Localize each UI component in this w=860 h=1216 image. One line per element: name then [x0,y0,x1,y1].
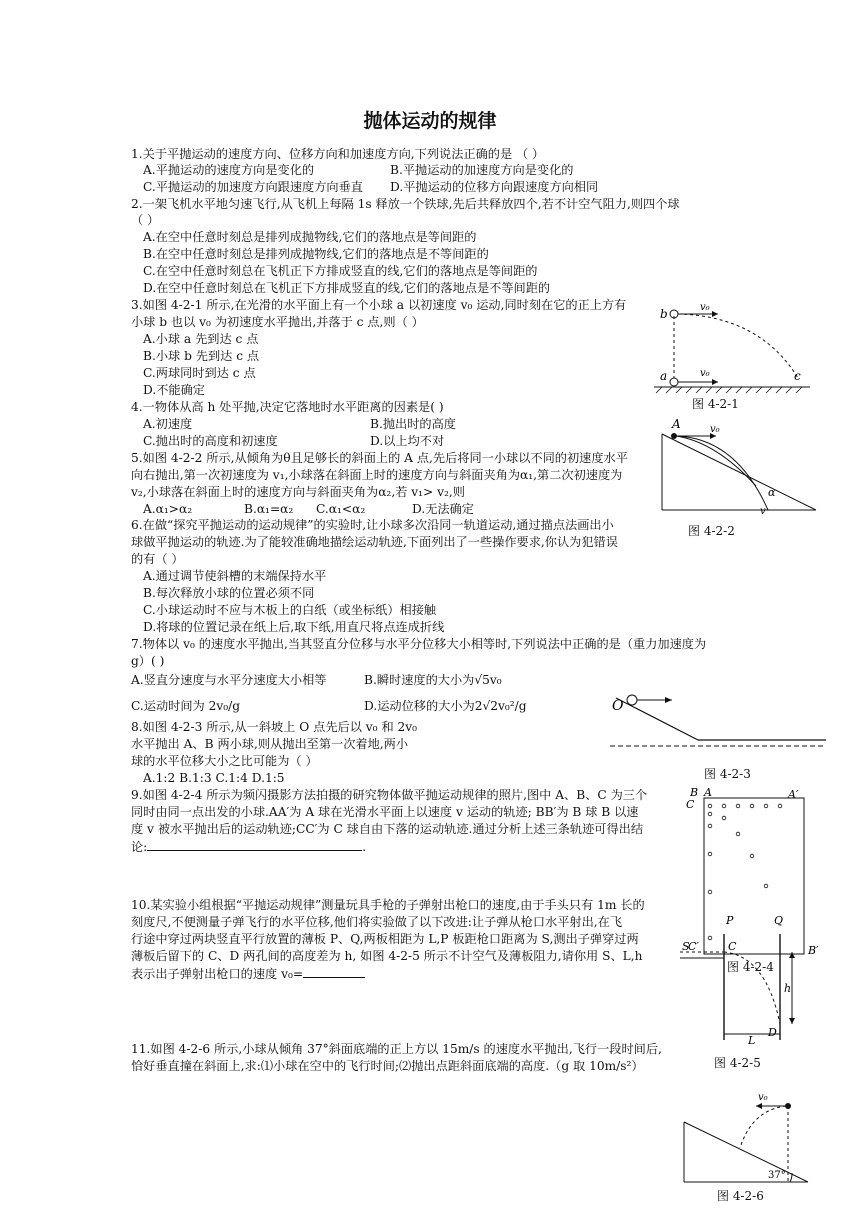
q10-stem-cont1: 刻度尺,不便测量子弹飞行的水平位移,他们将实验做了以下改进:让子弹从枪口水平射出,在飞 [131,915,623,929]
q2-option-c: C.在空中任意时刻总在飞机正下方排成竖直的线,它们的落地点是等间距的 [143,264,538,278]
incline-slope [684,1122,808,1182]
label-Q: Q [774,914,784,927]
q3-stem: 3.如图 4-2-1 所示,在光滑的水平面上有一个小球 a 以初速度 v₀ 运动,同时刻在它的正上方有 [131,298,627,312]
q10-stem: 10.某实验小组根据“平抛运动规律”测量玩具手枪的子弹射出枪口的速度,由于手头只有 1m 长的 [131,898,645,912]
figure-4-2-6 [678,1092,818,1188]
q5-option-d: D.无法确定 [412,502,474,516]
q6-stem-cont2: 的有（ ） [131,552,184,566]
label-v: v [760,506,766,517]
figure-caption-4-2-1: 图 4-2-1 [692,397,739,411]
label-angle: 37° [768,1170,786,1181]
q2-stem-cont: （ ） [131,213,160,227]
q1-option-a: A.平抛运动的速度方向是变化的 [143,163,315,177]
q3-option-d: D.不能确定 [143,383,205,397]
q9-answer-blank[interactable] [147,838,362,851]
q7-stem-cont: g）( ) [131,654,165,668]
q7-option-c: C.运动时间为 2v₀/g [131,699,241,713]
label-C-prime: C′ [688,940,699,953]
incline-slope [662,434,816,510]
q4-option-b: B.抛出时的高度 [370,417,456,431]
q5-option-b: B.α₁=α₂ [244,502,294,516]
q5-option-c: C.α₁<α₂ [316,502,366,516]
label-alpha: α [768,486,776,499]
figure-4-2-5 [676,912,811,1047]
label-P: P [726,914,734,927]
ball-O [627,695,637,705]
q3-option-a: A.小球 a 先到达 c 点 [143,332,259,346]
q5-stem-cont2: v₂,小球落在斜面上时的速度方向与斜面夹角为α₂,若 v₁> v₂,则 [131,485,465,499]
q5-option-a: A.α₁>α₂ [143,502,193,516]
label-C-hole: C [728,940,737,953]
label-v0: v₀ [758,1092,768,1103]
label-D: D [768,1026,777,1039]
page-title: 抛体运动的规律 [363,110,497,132]
figure-4-2-3 [606,684,831,754]
label-A: A [704,786,712,799]
label-B: B [690,786,699,799]
bullet-trajectory [724,952,780,1024]
label-L: L [748,1034,756,1047]
label-A: A [672,417,681,431]
label-v0: v₀ [710,424,720,435]
figure-4-2-2 [656,416,821,516]
q1-stem: 1.关于平抛运动的速度方向、位移方向和加速度方向,下列说法正确的是 （ ） [131,147,545,161]
label-B-prime: B′ [808,944,819,957]
figure-4-2-1 [650,298,820,398]
ball-a [670,378,678,386]
q2-option-b: B.在空中任意时刻总是排列成抛物线,它们的落地点是不等间距的 [143,247,489,261]
q8-stem-cont2: 球的水平位移大小之比可能为（ ） [131,754,318,768]
label-C: C [686,798,695,811]
q2-option-d: D.在空中任意时刻总在飞机正下方排成竖直的线,它们的落地点是不等间距的 [143,281,551,295]
q1-option-d: D.平抛运动的位移方向跟速度方向相同 [390,180,599,194]
label-a: a [660,369,668,383]
q8-options: A.1:2 B.1:3 C.1:4 D.1:5 [143,771,285,785]
label-b: b [660,307,668,321]
q6-option-a: A.通过调节使斜槽的末端保持水平 [143,569,327,583]
figure-caption-4-2-6: 图 4-2-6 [717,1189,764,1203]
q3-option-b: B.小球 b 先到达 c 点 [143,349,260,363]
q4-stem: 4.一物体从高 h 处平抛,决定它落地时水平距离的因素是( ) [131,400,444,414]
label-v0-top: v₀ [700,302,710,313]
q10-answer-blank[interactable] [303,965,365,978]
figure-caption-4-2-3: 图 4-2-3 [704,767,751,781]
q8-stem-cont1: 水平抛出 A、B 两小球,则从抛出至第一次着地,两小 [131,737,409,751]
label-S: S [682,940,690,953]
q9-conclusion: 论: . [131,840,367,854]
q7-option-a: A.竖直分速度与水平分速度大小相等 [131,673,327,687]
figure-caption-4-2-2: 图 4-2-2 [688,524,735,538]
q2-stem: 2.一架飞机水平地匀速飞行,从飞机上每隔 1s 释放一个铁球,先后共释放四个,若不计空气阻力,则四个球 [131,197,680,211]
label-A-prime: A′ [788,788,799,801]
q6-stem-cont1: 球做平抛运动的轨迹.为了能较准确地描绘运动轨迹,下面列出了一些操作要求,你认为犯错误 [131,535,618,549]
q10-answer-label: 表示出子弹射出枪口的速度 v₀= [131,967,304,981]
q9-stem-cont2: 度 v 被水平抛出后的运动轨迹;CC′为 C 球自由下落的运动轨迹.通过分析上述三条轨迹可得出结 [131,822,644,836]
q10-stem-cont3: 薄板后留下的 C、D 两孔间的高度差为 h, 如图 4-2-5 所示不计空气及薄板阻力,请你用 S、L,h [131,949,643,963]
label-h: h [784,982,792,995]
label-O: O [612,698,624,714]
q3-option-c: C.两球同时到达 c 点 [143,366,256,380]
q9-conclusion-label: 论: [131,840,148,854]
trajectory [740,1106,786,1148]
q7-stem: 7.物体以 v₀ 的速度水平抛出,当其竖直分位移与水平分位移大小相等时,下列说法中正确的是（重力加速度为 [131,637,707,651]
q4-option-d: D.以上均不对 [370,434,445,448]
q7-option-b: B.瞬时速度的大小为√5v₀ [364,673,502,687]
q1-option-b: B.平抛运动的加速度方向是变化的 [390,163,574,177]
q10-stem-cont2: 行途中穿过两块竖直平行放置的薄板 P、Q,两板相距为 L,P 板距枪口距离为 S,测出子弹穿过两 [131,932,639,946]
q6-option-d: D.将球的位置记录在纸上后,取下纸,用直尺将点连成折线 [143,620,445,634]
q11-stem-cont: 恰好垂直撞在斜面上,求:⑴小球在空中的飞行时间;⑵抛出点距斜面底端的高度.（g 取 10m/s²） [131,1059,644,1073]
q8-stem: 8.如图 4-2-3 所示,从一斜坡上 O 点先后以 v₀ 和 2v₀ [131,720,418,734]
q9-stem: 9.如图 4-2-4 所示为频闪摄影方法拍摄的研究物体做平抛运动规律的照片,图中 A、B、C 为三个 [131,788,648,802]
trajectory-b [678,314,798,378]
q6-option-c: C.小球运动时不应与木板上的白纸（或坐标纸）相接触 [143,603,437,617]
q4-option-c: C.抛出时的高度和初速度 [143,434,278,448]
q6-option-b: B.每次释放小球的位置必须不同 [143,586,315,600]
figure-caption-4-2-4: 图 4-2-4 [727,960,774,974]
q4-option-a: A.初速度 [143,417,193,431]
q1-option-c: C.平抛运动的加速度方向跟速度方向垂直 [143,180,363,194]
slope-line [616,698,698,740]
q11-stem: 11.如图 4-2-6 所示,小球从倾角 37°斜面底端的正上方以 15m/s 的速度水平抛出,飞行一段时间后, [131,1042,662,1056]
q6-stem: 6.在做“探究平抛运动的运动规律”的实验时,让小球多次沿同一轨道运动,通过描点法画出小 [131,518,614,532]
q5-stem: 5.如图 4-2-2 所示,从倾角为θ且足够长的斜面上的 A 点,先后将同一小球以不同的初速度水平 [131,451,628,465]
label-c: c [794,369,801,383]
q5-stem-cont1: 向右抛出,第一次初速度为 v₁,小球落在斜面上时的速度方向与斜面夹角为α₁,第二次初速度为 [131,468,623,482]
figure-caption-4-2-5: 图 4-2-5 [714,1056,761,1070]
q2-option-a: A.在空中任意时刻总是排列成抛物线,它们的落地点是等间距的 [143,230,477,244]
q3-stem-cont: 小球 b 也以 v₀ 为初速度水平抛出,并落于 c 点,则（ ） [131,315,424,329]
q10-answer-line [131,965,365,982]
trajectory-1 [676,436,768,510]
q7-option-d: D.运动位移的大小为2√2v₀²/g [364,699,527,713]
angle-arc [790,1173,792,1182]
label-v0-bottom: v₀ [700,368,710,379]
q9-stem-cont1: 同时由同一点出发的小球.AA′为 A 球在光滑水平面上以速度 v 运动的轨迹; BB′为 B 球 B 以速 [131,805,639,819]
